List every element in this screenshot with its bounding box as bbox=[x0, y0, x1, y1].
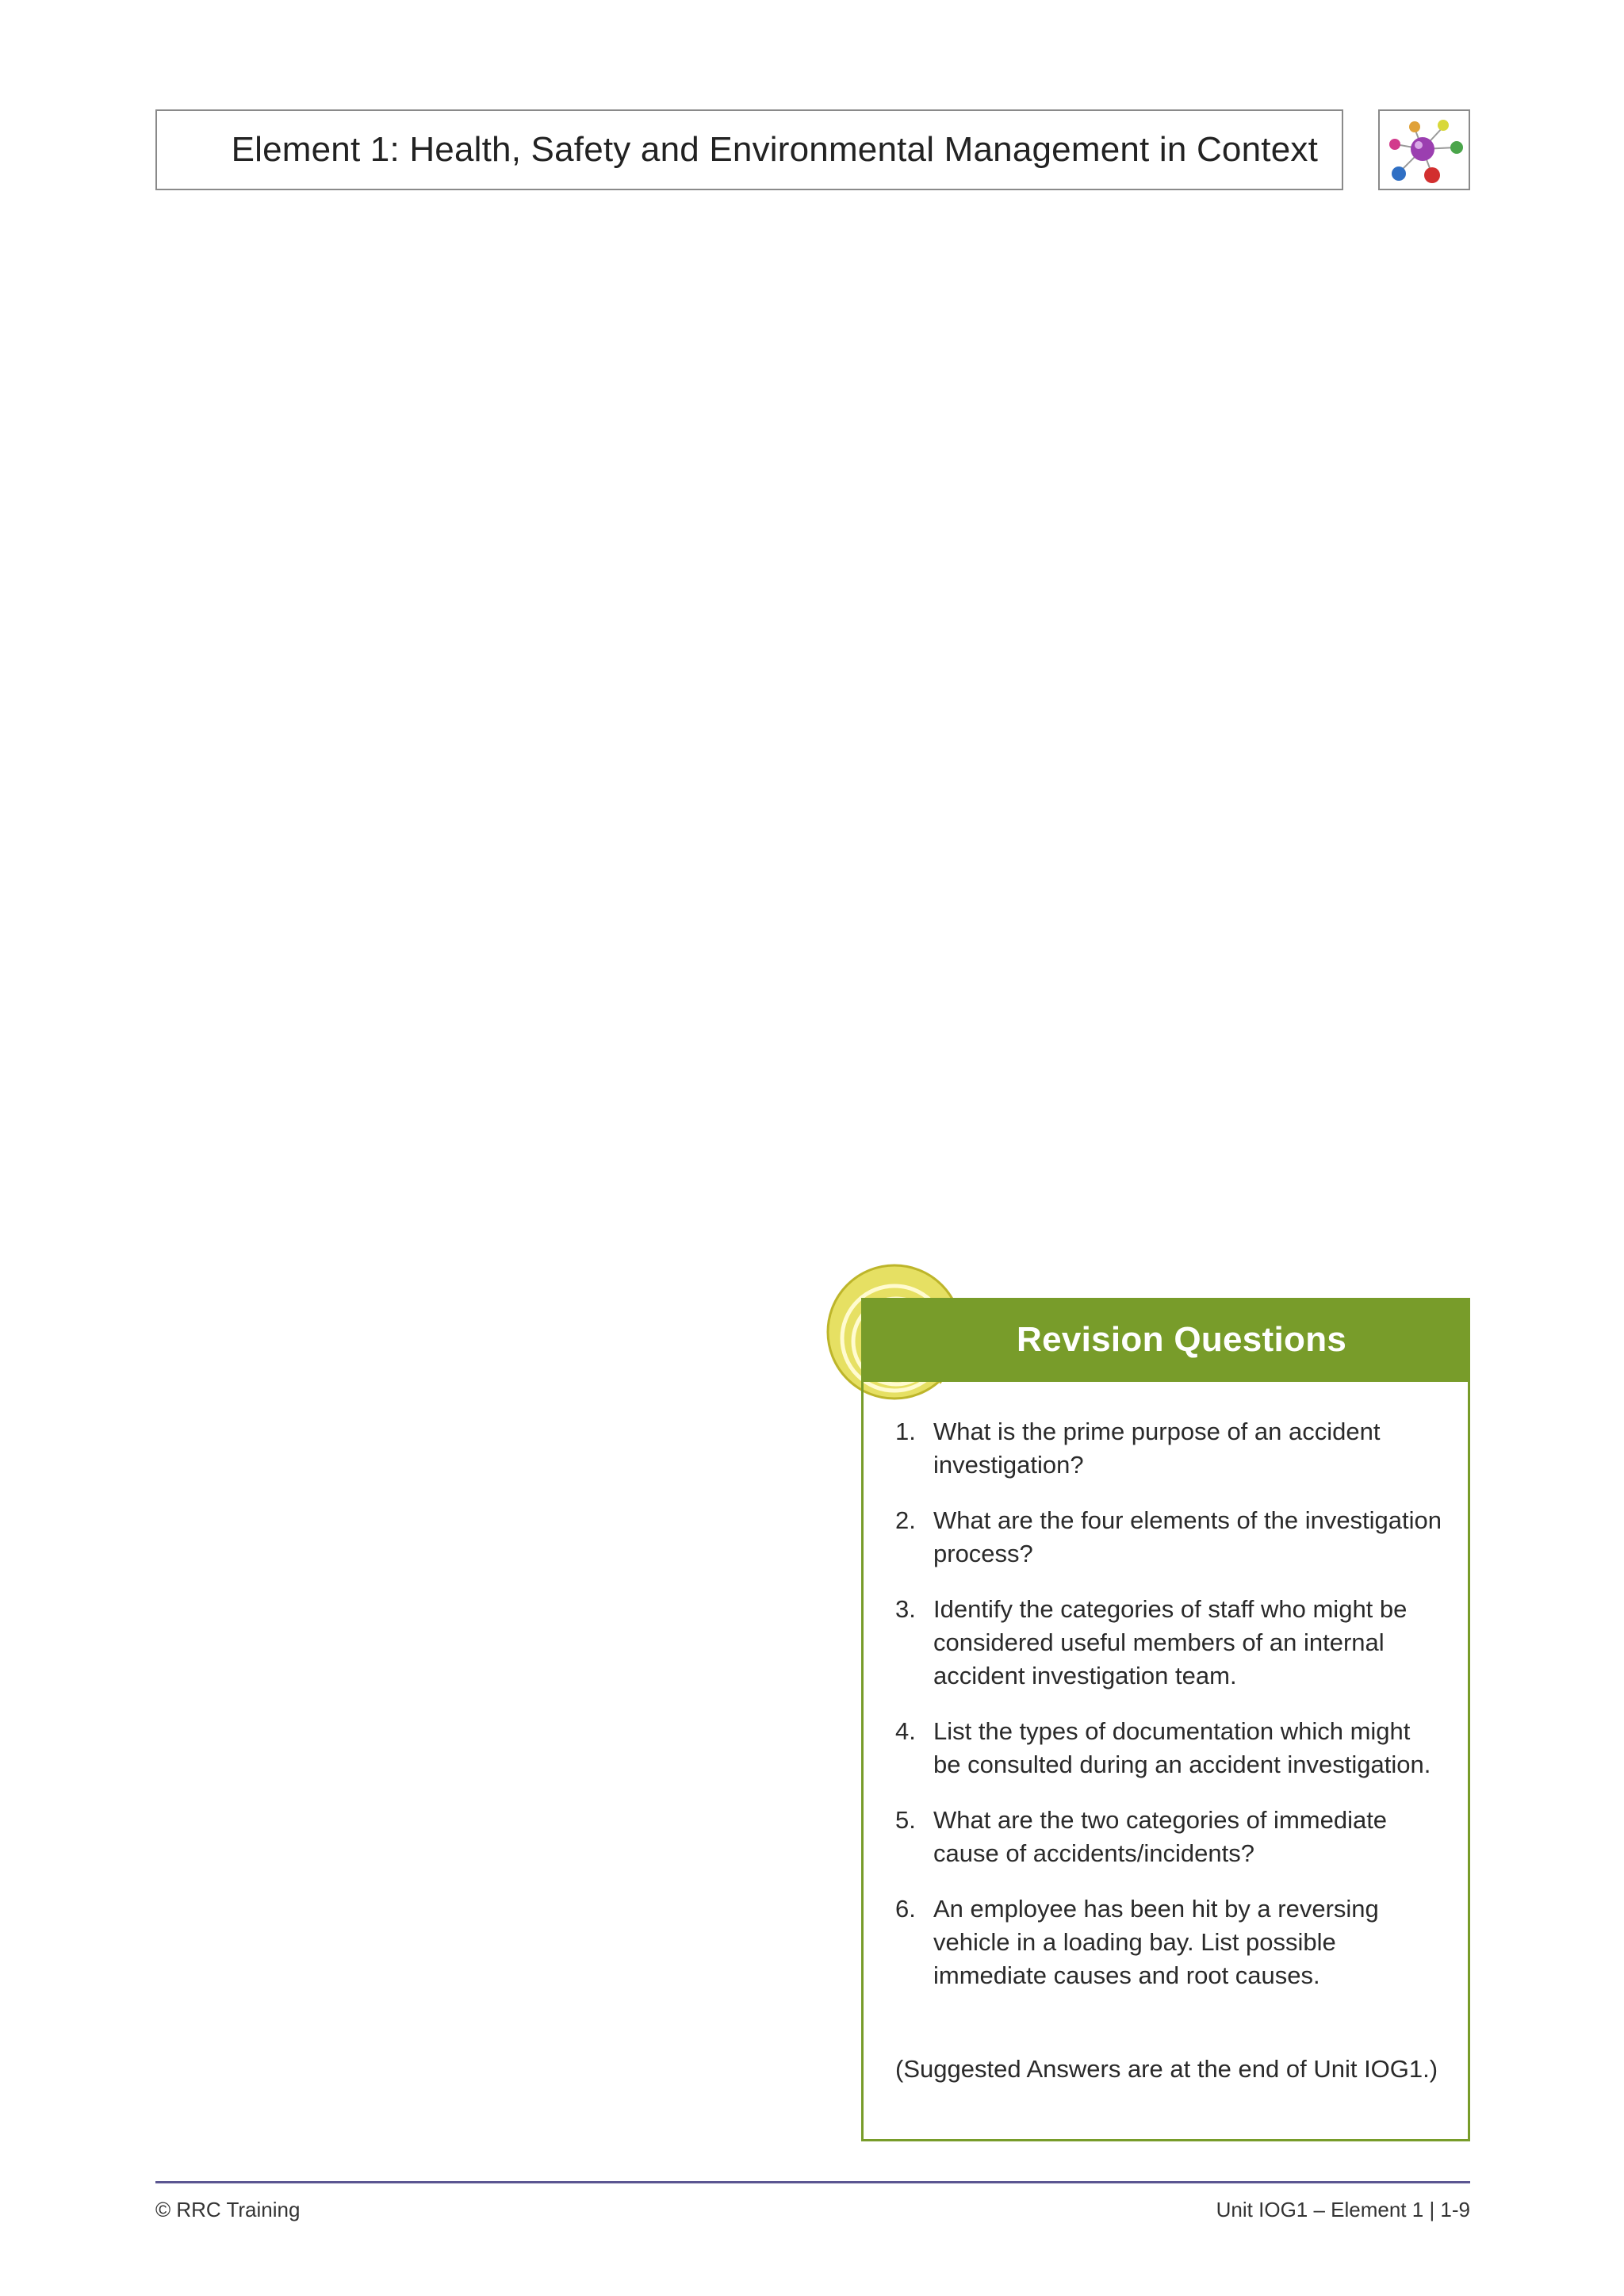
logo-box bbox=[1378, 109, 1470, 190]
molecule-logo-icon bbox=[1380, 111, 1469, 189]
question-item-5 bbox=[895, 1804, 1442, 1870]
footer-divider bbox=[155, 2181, 1470, 2183]
question-number: 2. bbox=[895, 1506, 916, 1534]
question-text: What are the four elements of the investigation process? bbox=[933, 1506, 1442, 1567]
question-number: 3. bbox=[895, 1595, 916, 1623]
question-text: List the types of documentation which might be consulted during an accident investigation. bbox=[933, 1717, 1431, 1778]
question-text: An employee has been hit by a reversing vehicle in a loading bay. List possible immediate causes and root causes. bbox=[933, 1895, 1379, 1989]
page-title: Element 1: Health, Safety and Environmental Management in Context bbox=[231, 130, 1318, 169]
question-number: 1. bbox=[895, 1418, 916, 1445]
revision-questions-title: Revision Questions bbox=[1017, 1320, 1347, 1359]
question-text: What is the prime purpose of an accident investigation? bbox=[933, 1418, 1381, 1479]
question-item-3 bbox=[895, 1593, 1442, 1693]
footer-copyright: © RRC Training bbox=[155, 2198, 301, 2221]
revision-questions-header bbox=[861, 1298, 1470, 1382]
question-item-2 bbox=[895, 1504, 1442, 1571]
question-text: What are the two categories of immediate cause of accidents/incidents? bbox=[933, 1806, 1388, 1867]
answers-note: (Suggested Answers are at the end of Unit IOG1.) bbox=[895, 2055, 1438, 2083]
question-list bbox=[895, 1415, 1442, 2015]
question-number: 5. bbox=[895, 1806, 916, 1834]
question-text: Identify the categories of staff who might be considered useful members of an internal accident investigation team. bbox=[933, 1595, 1408, 1689]
footer-page-info: Unit IOG1 – Element 1 | 1-9 bbox=[1216, 2198, 1470, 2221]
question-item-1 bbox=[895, 1415, 1442, 1482]
question-item-6 bbox=[895, 1892, 1442, 1992]
header-box bbox=[155, 109, 1343, 190]
question-number: 6. bbox=[895, 1895, 916, 1923]
revision-questions-box bbox=[861, 1380, 1470, 2141]
question-item-4 bbox=[895, 1715, 1442, 1781]
question-number: 4. bbox=[895, 1717, 916, 1745]
